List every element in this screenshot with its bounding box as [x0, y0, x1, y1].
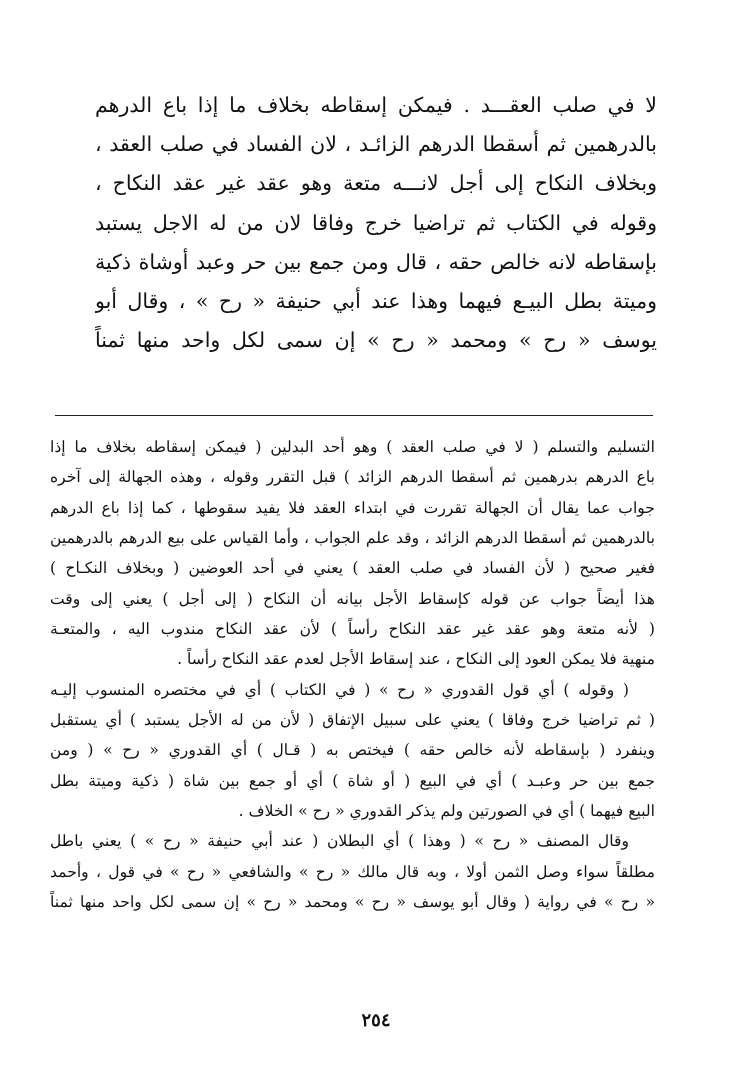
commentary-line: منهية فلا يمكن العود إلى النكاح ، عند إسقاط الأجل لعدم عقد النكاح رأساً . — [177, 650, 655, 669]
main-text-line: بإسقاطه لانه خالص حقه ، قال ومن جمع بين حر وعبد أوشاة ذكية — [95, 249, 657, 274]
main-text-line: يوسف « رح » ومحمد « رح » إن سمى لكل واحد منها ثمناً — [95, 328, 657, 353]
commentary-line: التسليم والتسلم ( لا في صلب العقد ) وهو أحد البدلين ( فيمكن إسقاطه بخلاف ما إذا — [50, 438, 655, 456]
commentary-line: ( ثم تراضيا خرج وفاقا ) يعني على سبيل الإتفاق ( لأن من له الأجل يستبد ) أي يستقبل — [50, 711, 655, 730]
commentary-line: ( وقوله ) أي قول القدوري « رح » ( في الكتاب ) أي في مختصره المنسوب إليـه — [50, 680, 629, 699]
commentary-line: فغير صحيح ( لأن الفساد في صلب العقد ) يعني في أحد العوضين ( وبخلاف النكـاح ) — [50, 559, 655, 578]
commentary-line: البيع فيهما ) أي في الصورتين ولم يذكر القدوري « رح » الخلاف . — [238, 802, 655, 821]
main-text-line: وبخلاف النكاح إلى أجل لانـــه متعة وهو عقد غير عقد النكاح ، — [95, 171, 657, 196]
commentary-line: جمع بين حر وعبـد ) أي في البيع ( أو شاة ) أي أو جمع بين شاة ( ذكية وميتة بطل — [50, 771, 655, 790]
commentary-line: وقال المصنف « رح » ( وهذا ) أي البطلان ( عند أبي حنيفة « رح » ) يعني باطل — [50, 832, 629, 851]
commentary-line: باع الدرهم بدرهمين ثم أسقطا الدرهم الزائد ) قبل التقرر وقوله ، وهذه الجهالة إلى آخره — [50, 468, 655, 487]
commentary-line: « رح » في رواية ( وقال أبو يوسف « رح » ومحمد « رح » إن سمى لكل واحد منها ثمناً — [50, 893, 655, 912]
main-text-line: بالدرهمين ثم أسقطا الدرهم الزائـد ، لان الفساد في صلب العقد ، — [95, 132, 657, 157]
page-number: ٢٥٤ — [361, 1010, 391, 1031]
commentary-text — [50, 432, 655, 918]
main-text — [95, 86, 657, 360]
main-text-line: وميتة بطل البيـع فيهما وهذا عند أبي حنيفة « رح » ، وقال أبو — [95, 288, 657, 313]
commentary-line: بالدرهمين ثم أسقطا الدرهم الزائد ، وقد علم الجواب ، وأما القياس على بيع الدرهم بالدرهمين — [50, 529, 655, 548]
commentary-line: وينفرد ( بإسقاطه لأنه خالص حقه ) فيختص به ( قـال ) أي القدوري « رح » ( ومن — [50, 741, 655, 760]
commentary-line: هذا أيضاً جواب عن قوله كإسقاط الأجل بيانه أن النكاح ( إلى أجل ) يعني إلى وقت — [50, 589, 655, 608]
main-text-line: لا في صلب العقـــد . فيمكن إسقاطه بخلاف ما إذا باع الدرهم — [95, 93, 657, 117]
commentary-line: ( لأنه متعة وهو عقد غير عقد النكاح رأساً ) لأن عقد النكاح مندوب اليه ، والمتعـة — [50, 620, 655, 639]
separator-rule — [55, 415, 653, 416]
commentary-line: مطلقاً سواء وصل الثمن أولا ، وبه قال مالك « رح » والشافعي « رح » في قول ، وأحمد — [50, 862, 655, 881]
commentary-line: جواب عما يقال أن الجهالة تقررت في ابتداء العقد فلا يفيد سقوطها ، كما إذا باع الدرهم — [50, 498, 655, 517]
main-text-line: وقوله في الكتاب ثم تراضيا خرج وفاقا لان من له الاجل يستبد — [95, 210, 657, 235]
